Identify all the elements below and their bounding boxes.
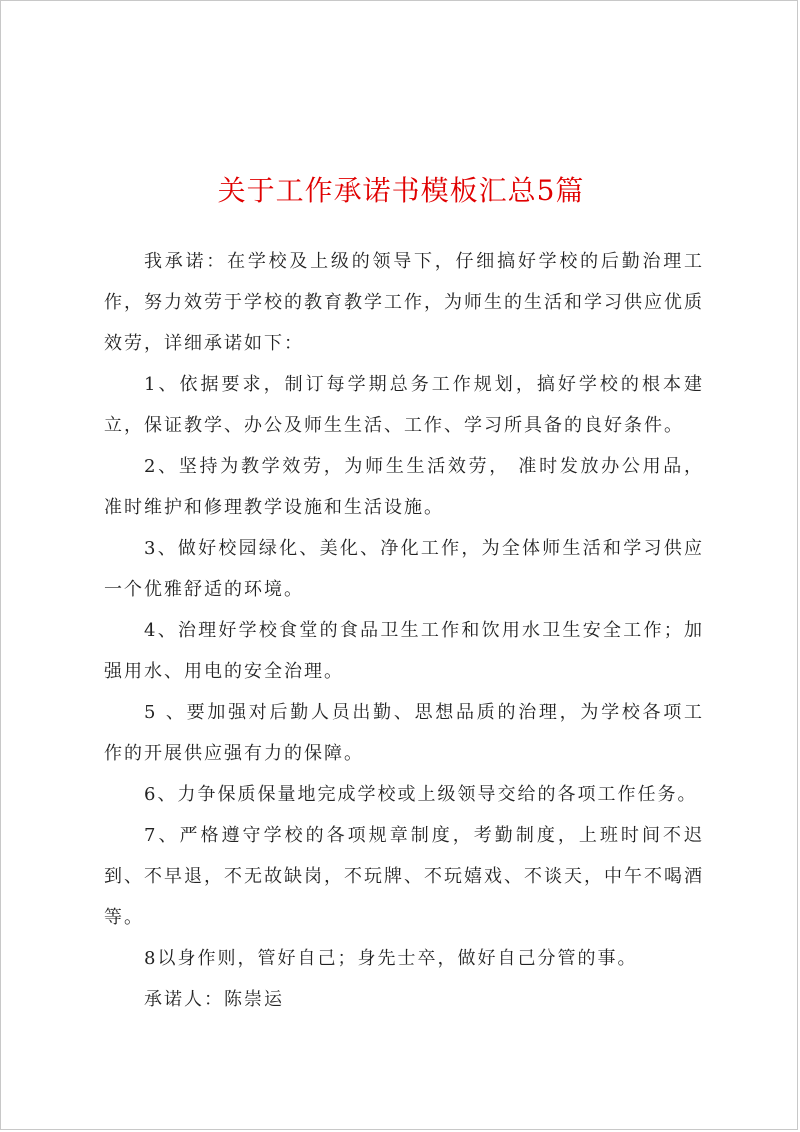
paragraph-intro: 我承诺：在学校及上级的领导下，仔细搞好学校的后勤治理工作，努力效劳于学校的教育教学工作，为师生的生活和学习供应优质效劳，详细承诺如下： (104, 251, 704, 354)
document-title: 关于工作承诺书模板汇总5篇 (217, 174, 585, 207)
paragraph-item-4: 4、治理好学校食堂的食品卫生工作和饮用水卫生安全工作；加强用水、用电的安全治理。 (104, 620, 704, 682)
paragraph-item-3: 3、做好校园绿化、美化、净化工作，为全体师生活和学习供应一个优雅舒适的环境。 (104, 538, 704, 600)
document-body (104, 241, 704, 1020)
paragraph-item-8: 8以身作则，管好自己；身先士卒，做好自己分管的事。 (144, 948, 638, 969)
paragraph-item-6: 6、力争保质保量地完成学校或上级领导交给的各项工作任务。 (144, 784, 698, 805)
paragraph-item-2: 2、坚持为教学效劳，为师生生活效劳， 准时发放办公用品，准时维护和修理教学设施和生活设施。 (104, 456, 704, 518)
paragraph-item-5: 5 、要加强对后勤人员出勤、思想品质的治理，为学校各项工作的开展供应强有力的保障。 (104, 702, 704, 764)
paragraph-item-7: 7、严格遵守学校的各项规章制度，考勤制度，上班时间不迟到、不早退，不无故缺岗，不玩牌、不玩嬉戏、不谈天，中午不喝酒等。 (104, 825, 704, 928)
paragraph-item-1: 1、依据要求，制订每学期总务工作规划，搞好学校的根本建立，保证教学、办公及师生生活、工作、学习所具备的良好条件。 (104, 374, 704, 436)
signature-line: 承诺人：陈崇运 (144, 989, 284, 1010)
